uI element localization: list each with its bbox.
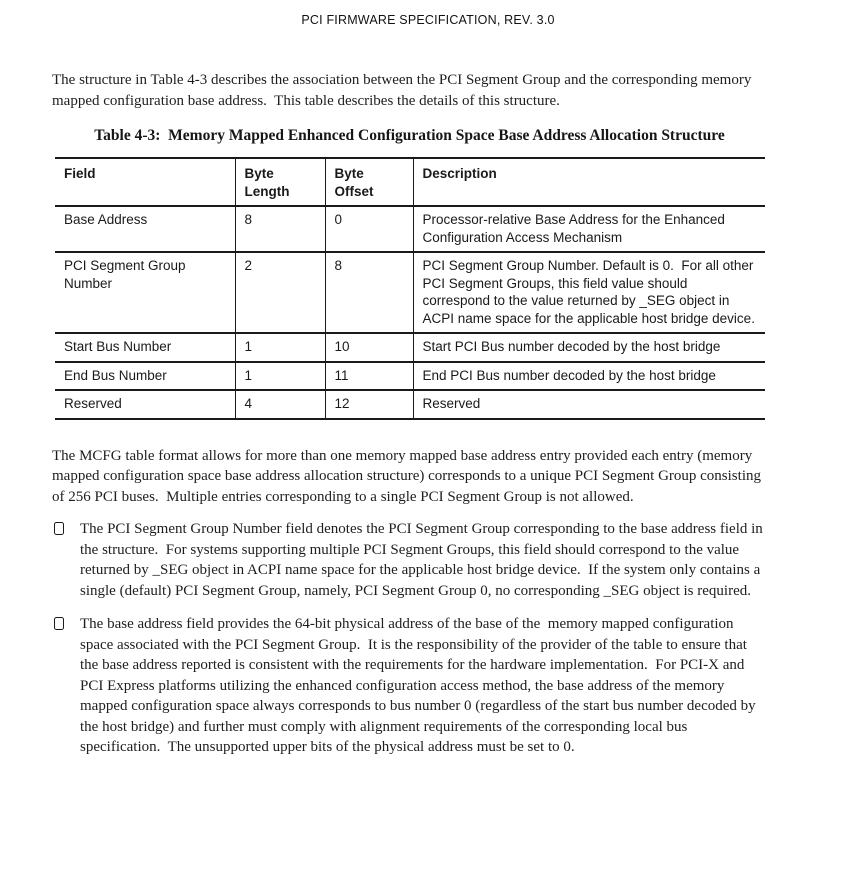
description-cell: PCI Segment Group Number. Default is 0. For all other PCI Segment Groups, this field value should correspond to the value returned by _SEG object in ACPI name space for the applicable host bridge device. (413, 252, 765, 333)
description-cell: Processor-relative Base Address for the Enhanced Configuration Access Mechanism (413, 206, 765, 252)
column-header-description: Description (413, 158, 765, 206)
description-cell: End PCI Bus number decoded by the host bridge (413, 362, 765, 391)
byte-length-cell: 4 (235, 390, 325, 419)
spec-table (55, 157, 765, 420)
running-header: PCI FIRMWARE SPECIFICATION, REV. 3.0 (301, 13, 555, 27)
bullet-item (52, 614, 767, 758)
column-header-field: Field (64, 166, 96, 181)
byte-length-cell: 1 (235, 362, 325, 391)
column-header-byte-length: Byte Length (235, 158, 325, 206)
square-bullet-icon (54, 617, 64, 630)
square-bullet-icon (54, 522, 64, 535)
byte-offset-cell: 8 (325, 252, 413, 333)
byte-length-cell: 1 (235, 333, 325, 362)
table-caption: Table 4-3: Memory Mapped Enhanced Configuration Space Base Address Allocation Structure (94, 127, 725, 144)
bullet-text: The PCI Segment Group Number field denotes the PCI Segment Group corresponding to the base address field in the structure. For systems supporting multiple PCI Segment Groups, this field should correspond to the value returned by _SEG object in ACPI name space for the applicable host bridge device. If the system only contains a single (default) PCI Segment Group, namely, PCI Segment Group 0, no corresponding _SEG object is required. (80, 521, 767, 599)
description-cell: Reserved (413, 390, 765, 419)
byte-offset-cell: 10 (325, 333, 413, 362)
page-content (52, 70, 767, 758)
intro-paragraph: The structure in Table 4-3 describes the association between the PCI Segment Group and the corresponding memory mapped configuration base address. This table describes the details of this structure. (52, 72, 756, 109)
field-cell: Base Address (55, 206, 235, 252)
field-cell: End Bus Number (55, 362, 235, 391)
field-cell: Start Bus Number (55, 333, 235, 362)
field-cell: Reserved (55, 390, 235, 419)
bullet-list (52, 519, 767, 758)
bullet-item (52, 519, 767, 601)
byte-offset-cell: 0 (325, 206, 413, 252)
table-row (55, 206, 765, 252)
table-header-row (55, 158, 765, 206)
description-cell: Start PCI Bus number decoded by the host bridge (413, 333, 765, 362)
column-header-byte-offset: Byte Offset (325, 158, 413, 206)
table-row (55, 333, 765, 362)
table-row (55, 252, 765, 333)
byte-offset-cell: 12 (325, 390, 413, 419)
table-row (55, 362, 765, 391)
bullet-text: The base address field provides the 64-bit physical address of the base of the memory mapped configuration space associated with the PCI Segment Group. It is the responsibility of the provider of the table to ensure that the base address reported is consistent with the requirements for the hardware implementation. For PCI-X and PCI Express platforms utilizing the enhanced configuration access method, the base address of the memory mapped configuration space always corresponds to bus number 0 (regardless of the start bus number decoded by the host bridge) and further must comply with alignment requirements of the corresponding local bus specification. The unsupported upper bits of the physical address must be set to 0. (80, 616, 760, 755)
byte-offset-cell: 11 (325, 362, 413, 391)
table-row (55, 390, 765, 419)
byte-length-cell: 8 (235, 206, 325, 252)
mcfg-paragraph: The MCFG table format allows for more than one memory mapped base address entry provided each entry (memory mapped configuration space base address allocation structure) corresponds to a unique PCI Segment Group consisting of 256 PCI buses. Multiple entries corresponding to a single PCI Segment Group is not allowed. (52, 447, 765, 505)
byte-length-cell: 2 (235, 252, 325, 333)
field-cell: PCI Segment Group Number (55, 252, 235, 333)
